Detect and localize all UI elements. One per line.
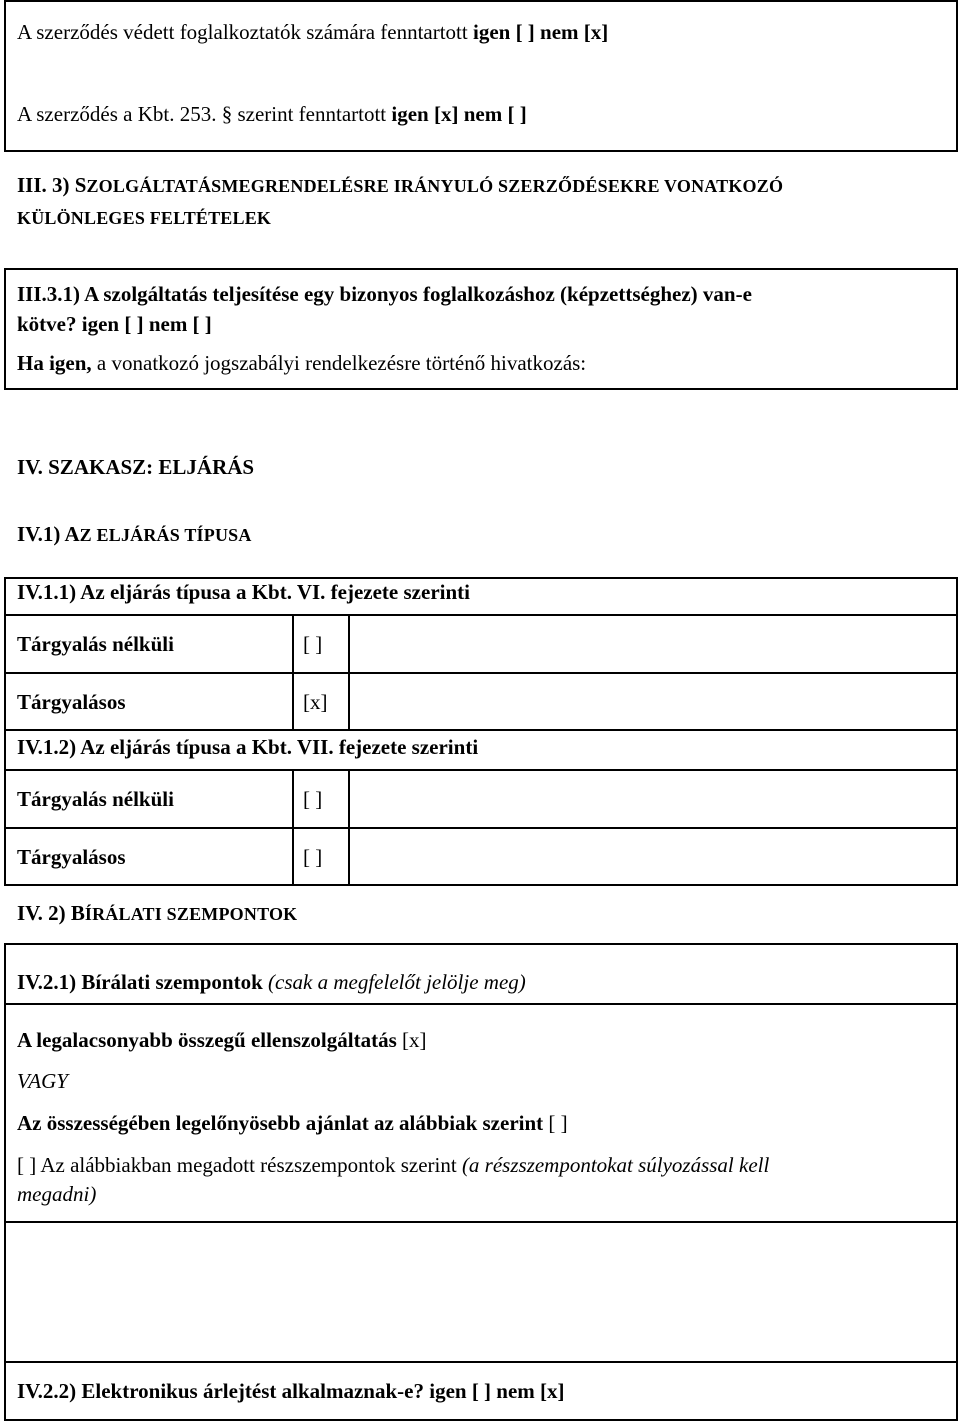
electronic-auction-question: IV.2.2) Elektronikus árlejtést alkalmaznak-e? igen [ ] nem [x] xyxy=(17,1379,565,1403)
vii-option-negotiated-checkbox[interactable]: [ ] xyxy=(303,845,323,869)
procedure-type-table xyxy=(4,577,958,886)
protected-employers-answer: igen [ ] nem [x] xyxy=(472,20,609,44)
section-iv1-heading: IV.1) AZ ELJÁRÁS TÍPUSA xyxy=(17,522,252,546)
section-iv2-heading: IV. 2) BÍRÁLATI SZEMPONTOK xyxy=(17,901,298,925)
column-divider xyxy=(292,614,294,729)
criteria-heading: IV.2.1) Bírálati szempontok (csak a megfelelőt jelölje meg) xyxy=(17,970,526,994)
kbt-253-line: A szerződés a Kbt. 253. § szerint fenntartott igen [x] nem [ ] xyxy=(17,102,527,126)
row-divider xyxy=(4,614,958,616)
vi-option-no-negotiation-checkbox[interactable]: [ ] xyxy=(303,632,323,656)
row-divider xyxy=(4,1361,958,1363)
protected-employers-line: A szerződés védett foglalkoztatók számára fenntartott igen [ ] nem [x] xyxy=(17,20,609,44)
column-divider xyxy=(292,769,294,886)
section-iv-title: IV. SZAKASZ: ELJÁRÁS xyxy=(17,455,255,479)
legal-reference-line: Ha igen, a vonatkozó jogszabályi rendelkezésre történő hivatkozás: xyxy=(17,351,587,375)
kbt-vi-heading: IV.1.1) Az eljárás típusa a Kbt. VI. fejezete szerinti xyxy=(17,580,470,604)
qualification-question: III.3.1) A szolgáltatás teljesítése egy bizonyos foglalkozáshoz (képzettséghez) van-e xyxy=(17,282,752,306)
row-divider xyxy=(4,1221,958,1223)
qualification-question-line2: kötve? igen [ ] nem [ ] xyxy=(17,312,212,336)
section-iii3-heading-line2: KÜLÖNLEGES FELTÉTELEK xyxy=(17,208,272,228)
or-label: VAGY xyxy=(17,1069,68,1093)
vii-option-no-negotiation-checkbox[interactable]: [ ] xyxy=(303,787,323,811)
column-divider xyxy=(348,614,350,729)
criterion-best-value-checkbox[interactable]: [ ] xyxy=(543,1111,568,1135)
row-divider xyxy=(4,769,958,771)
vi-option-negotiated: Tárgyalásos xyxy=(17,690,126,714)
criterion-lowest-price: A legalacsonyabb összegű ellenszolgáltatás [x] xyxy=(17,1028,427,1052)
section-iii3-heading: III. 3) SZOLGÁLTATÁSMEGRENDELÉSRE IRÁNYULÓ SZERZŐDÉSEKRE VONATKOZÓ xyxy=(17,173,784,197)
vi-option-no-negotiation: Tárgyalás nélküli xyxy=(17,632,174,656)
row-divider xyxy=(4,827,958,829)
kbt-vii-heading: IV.1.2) Az eljárás típusa a Kbt. VII. fejezete szerinti xyxy=(17,735,479,759)
row-divider xyxy=(4,1003,958,1005)
criterion-sub-criteria-line2: megadni) xyxy=(17,1182,97,1206)
row-divider xyxy=(4,729,958,731)
criterion-lowest-price-checkbox[interactable]: [x] xyxy=(396,1028,427,1052)
electronic-auction-answer: igen [ ] nem [x] xyxy=(429,1379,565,1403)
row-divider xyxy=(4,672,958,674)
kbt-253-answer: igen [x] nem [ ] xyxy=(391,102,527,126)
column-divider xyxy=(348,769,350,886)
vii-option-negotiated: Tárgyalásos xyxy=(17,845,126,869)
criterion-best-value: Az összességében legelőnyösebb ajánlat az alábbiak szerint [ ] xyxy=(17,1111,568,1135)
vii-option-no-negotiation: Tárgyalás nélküli xyxy=(17,787,174,811)
criterion-sub-criteria: [ ] Az alábbiakban megadott részszempontok szerint (a részszempontokat súlyozással kell xyxy=(17,1153,770,1177)
vi-option-negotiated-checkbox[interactable]: [x] xyxy=(303,690,328,714)
criteria-box xyxy=(4,943,958,1421)
